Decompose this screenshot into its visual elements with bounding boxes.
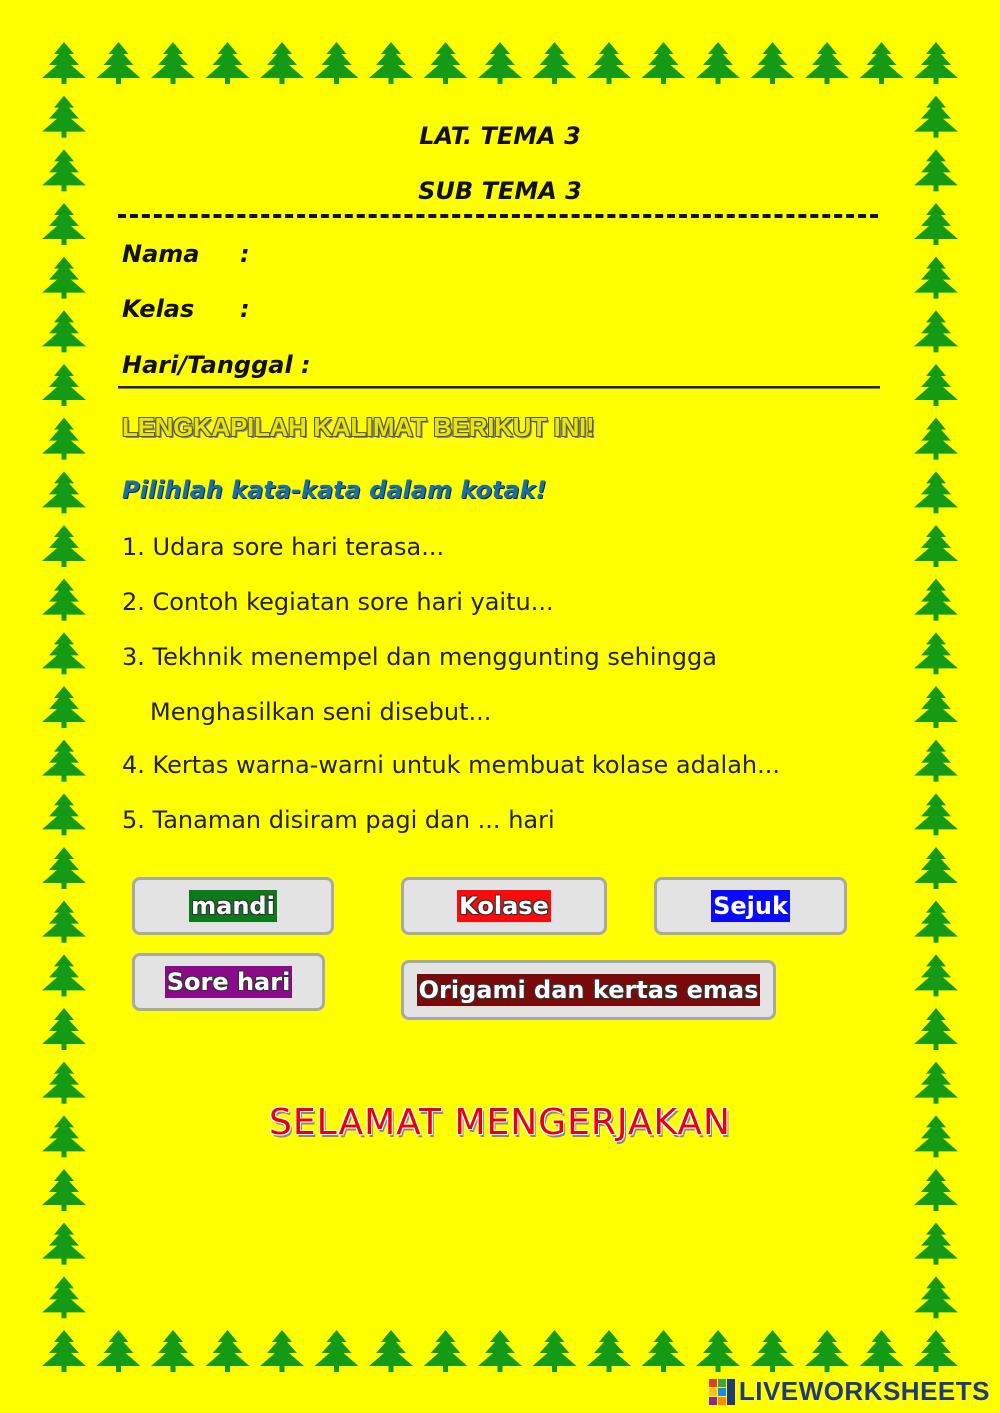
tree-icon bbox=[42, 364, 86, 406]
class-colon: : bbox=[240, 295, 250, 323]
tree-icon bbox=[696, 42, 740, 84]
choice-origami[interactable] bbox=[401, 960, 776, 1020]
tree-icon bbox=[914, 42, 958, 84]
tree-icon bbox=[860, 42, 904, 84]
question-3: 3. Tekhnik menempel dan menggunting sehingga bbox=[122, 643, 717, 671]
tree-icon bbox=[42, 1223, 86, 1265]
tree-icon bbox=[42, 632, 86, 674]
tree-icon bbox=[42, 525, 86, 567]
tree-icon bbox=[914, 686, 958, 728]
tree-icon bbox=[42, 579, 86, 621]
worksheet-title: LAT. TEMA 3 bbox=[419, 122, 581, 150]
date-label: Hari/Tanggal : bbox=[122, 351, 311, 379]
tree-icon bbox=[914, 1330, 958, 1372]
choice-label: Origami dan kertas emas bbox=[418, 976, 759, 1004]
tree-icon bbox=[587, 1330, 631, 1372]
question-3-continued: Menghasilkan seni disebut... bbox=[150, 698, 492, 726]
choice-label: Kolase bbox=[459, 892, 549, 920]
tree-icon bbox=[533, 42, 577, 84]
tree-icon bbox=[315, 1330, 359, 1372]
tree-icon bbox=[424, 42, 468, 84]
tree-icon bbox=[151, 1330, 195, 1372]
main-instruction: LENGKAPILAH KALIMAT BERIKUT INI! bbox=[122, 412, 595, 442]
tree-icon bbox=[478, 42, 522, 84]
tree-icon bbox=[42, 954, 86, 996]
choice-label: Sore hari bbox=[166, 968, 291, 996]
tree-icon bbox=[42, 203, 86, 245]
tree-icon bbox=[478, 1330, 522, 1372]
tree-icon bbox=[42, 471, 86, 513]
tree-icon bbox=[914, 632, 958, 674]
choice-label: mandi bbox=[191, 892, 275, 920]
tree-icon bbox=[42, 42, 86, 84]
tree-icon bbox=[860, 1330, 904, 1372]
tree-icon bbox=[151, 42, 195, 84]
dashed-divider bbox=[118, 214, 878, 218]
tree-icon bbox=[97, 42, 141, 84]
liveworksheets-logo[interactable] bbox=[709, 1376, 990, 1407]
tree-icon bbox=[805, 42, 849, 84]
liveworksheets-icon bbox=[709, 1379, 735, 1405]
choice-mandi[interactable] bbox=[132, 877, 334, 935]
tree-icon bbox=[914, 740, 958, 782]
tree-icon bbox=[914, 1169, 958, 1211]
choice-sejuk[interactable] bbox=[654, 877, 847, 935]
tree-icon bbox=[642, 1330, 686, 1372]
tree-icon bbox=[914, 1223, 958, 1265]
closing-message: SELAMAT MENGERJAKAN bbox=[269, 1102, 731, 1143]
class-label: Kelas bbox=[122, 295, 195, 323]
tree-icon bbox=[42, 740, 86, 782]
question-5: 5. Tanaman disiram pagi dan ... hari bbox=[122, 806, 555, 834]
tree-icon bbox=[533, 1330, 577, 1372]
tree-icon bbox=[805, 1330, 849, 1372]
tree-icon bbox=[369, 42, 413, 84]
sub-instruction: Pilihlah kata-kata dalam kotak! bbox=[122, 476, 547, 504]
liveworksheets-text: LIVEWORKSHEETS bbox=[738, 1376, 990, 1406]
tree-icon bbox=[751, 1330, 795, 1372]
tree-icon bbox=[914, 364, 958, 406]
tree-icon bbox=[914, 257, 958, 299]
tree-icon bbox=[914, 471, 958, 513]
question-2: 2. Contoh kegiatan sore hari yaitu... bbox=[122, 588, 554, 616]
tree-icon bbox=[42, 1169, 86, 1211]
tree-icon bbox=[42, 1276, 86, 1318]
tree-icon bbox=[642, 42, 686, 84]
tree-icon bbox=[914, 310, 958, 352]
tree-icon bbox=[914, 1276, 958, 1318]
tree-icon bbox=[914, 793, 958, 835]
tree-icon bbox=[914, 1062, 958, 1104]
tree-icon bbox=[260, 42, 304, 84]
tree-icon bbox=[42, 1008, 86, 1050]
tree-icon bbox=[42, 418, 86, 460]
tree-icon bbox=[914, 1008, 958, 1050]
tree-icon bbox=[42, 1330, 86, 1372]
name-colon: : bbox=[240, 240, 250, 268]
tree-icon bbox=[914, 418, 958, 460]
choice-kolase[interactable] bbox=[401, 877, 607, 935]
tree-icon bbox=[42, 310, 86, 352]
tree-icon bbox=[914, 579, 958, 621]
tree-icon bbox=[369, 1330, 413, 1372]
tree-icon bbox=[751, 42, 795, 84]
tree-icon bbox=[587, 42, 631, 84]
tree-icon bbox=[914, 847, 958, 889]
tree-icon bbox=[914, 901, 958, 943]
tree-icon bbox=[315, 42, 359, 84]
worksheet-subtitle: SUB TEMA 3 bbox=[418, 177, 582, 205]
tree-icon bbox=[206, 1330, 250, 1372]
tree-icon bbox=[42, 901, 86, 943]
header-rule bbox=[118, 386, 880, 389]
tree-icon bbox=[42, 257, 86, 299]
tree-icon bbox=[914, 203, 958, 245]
tree-icon bbox=[206, 42, 250, 84]
tree-icon bbox=[424, 1330, 468, 1372]
tree-icon bbox=[42, 847, 86, 889]
name-label: Nama bbox=[122, 240, 200, 268]
tree-icon bbox=[914, 525, 958, 567]
tree-icon bbox=[42, 686, 86, 728]
tree-icon bbox=[97, 1330, 141, 1372]
question-1: 1. Udara sore hari terasa... bbox=[122, 533, 445, 561]
choice-sore-hari[interactable] bbox=[132, 953, 325, 1011]
tree-icon bbox=[42, 793, 86, 835]
tree-icon bbox=[696, 1330, 740, 1372]
tree-icon bbox=[42, 1062, 86, 1104]
question-4: 4. Kertas warna-warni untuk membuat kolase adalah... bbox=[122, 751, 781, 779]
tree-icon bbox=[260, 1330, 304, 1372]
choice-label: Sejuk bbox=[713, 892, 788, 920]
tree-icon bbox=[914, 954, 958, 996]
